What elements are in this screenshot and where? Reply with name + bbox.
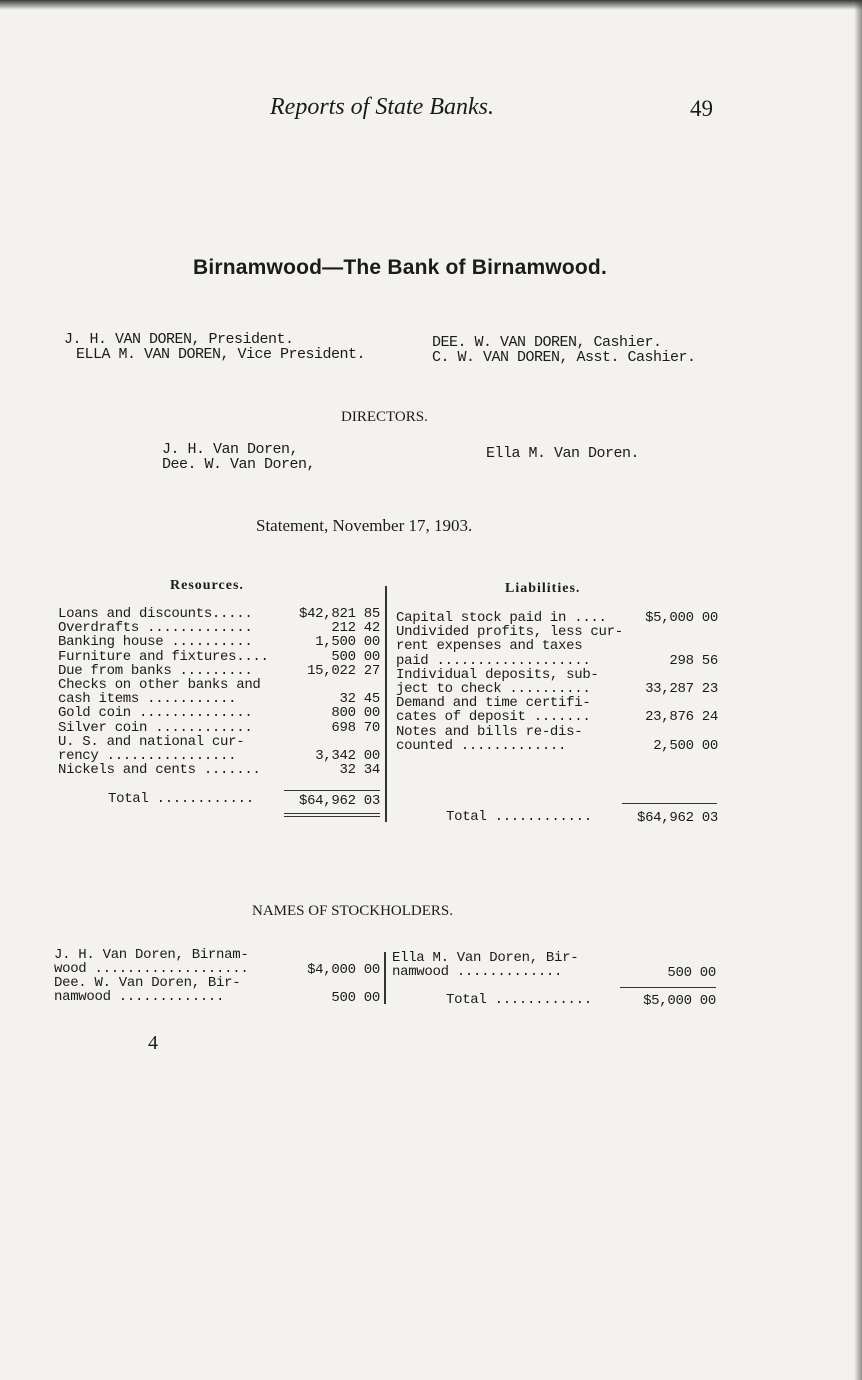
stockholder-name: Ella M. Van Doren, Bir- xyxy=(392,950,579,966)
table-row-amount: 800 00 xyxy=(331,705,380,722)
table-row-label: Nickels and cents ....... xyxy=(58,762,261,779)
table-row-label: Demand and time certifi- xyxy=(396,695,591,712)
directors-heading: DIRECTORS. xyxy=(341,409,428,425)
table-row-amount: 32 34 xyxy=(339,762,380,779)
resources-rule xyxy=(284,790,380,791)
liabilities-total-amount: $64,962 03 xyxy=(636,810,718,826)
stockholder-name-cont: wood ................... xyxy=(54,961,249,977)
table-row-label: Capital stock paid in .... xyxy=(396,610,607,626)
stockholder-name: Dee. W. Van Doren, Bir- xyxy=(54,975,241,991)
table-row-label: Undivided profits, less cur- xyxy=(396,624,623,641)
resources-double-rule xyxy=(284,813,380,814)
stockholder-name-cont: namwood ............. xyxy=(54,989,225,1005)
table-row-label: cash items ........... xyxy=(58,691,237,708)
stockholders-rule xyxy=(620,987,716,988)
column-divider xyxy=(385,586,387,822)
table-row-amount: 698 70 xyxy=(331,719,380,736)
table-row-label: Overdrafts ............. xyxy=(58,620,253,637)
stockholder-amount: $4,000 00 xyxy=(307,962,380,978)
stockholder-amount: 500 00 xyxy=(331,990,380,1006)
page-number: 49 xyxy=(690,96,713,121)
bank-title: Birnamwood—The Bank of Birnamwood. xyxy=(193,256,607,279)
table-row-label: Checks on other banks and xyxy=(58,677,261,693)
table-row-label: Notes and bills re-dis- xyxy=(396,723,583,740)
resources-double-rule xyxy=(284,816,380,817)
table-row-amount: 33,287 23 xyxy=(645,681,718,697)
table-row-label: U. S. and national cur- xyxy=(58,733,245,750)
resources-total-amount: $64,962 03 xyxy=(298,793,380,809)
table-row-amount: 298 56 xyxy=(669,652,718,669)
table-row-amount: 15,022 27 xyxy=(307,662,380,679)
table-row-label: Furniture and fixtures.... xyxy=(58,648,269,665)
table-row-amount: 23,876 24 xyxy=(645,709,718,726)
table-row-label: rent expenses and taxes xyxy=(396,638,583,655)
stockholders-total-label: Total ............ xyxy=(446,992,592,1008)
table-row-label: Individual deposits, sub- xyxy=(396,666,599,683)
table-row-amount: 32 45 xyxy=(339,691,380,708)
table-row-label: rency ................ xyxy=(58,748,237,764)
statement-heading: Statement, November 17, 1903. xyxy=(256,516,473,535)
resources-total-label: Total ............ xyxy=(108,791,254,807)
table-row-label: ject to check .......... xyxy=(396,681,591,697)
table-row-amount: 2,500 00 xyxy=(653,737,718,754)
stockholder-amount: 500 00 xyxy=(667,965,716,981)
table-row-amount: 500 00 xyxy=(331,648,380,665)
signature-mark: 4 xyxy=(148,1032,158,1054)
liabilities-heading: Liabilities. xyxy=(505,581,581,596)
table-row-amount: 3,342 00 xyxy=(315,748,380,764)
table-row-label: Loans and discounts..... xyxy=(58,606,253,622)
liabilities-rule xyxy=(622,803,717,804)
stockholder-name: J. H. Van Doren, Birnam- xyxy=(54,947,249,963)
page-right-edge xyxy=(854,0,862,1380)
director-name: Ella M. Van Doren. xyxy=(486,445,640,462)
table-row-label: Gold coin .............. xyxy=(58,705,253,722)
officer-asst-cashier: C. W. VAN DOREN, Asst. Cashier. xyxy=(432,349,696,366)
page-top-edge xyxy=(0,0,862,10)
stockholder-name-cont: namwood ............. xyxy=(392,964,563,980)
table-row-amount: $42,821 85 xyxy=(298,606,380,622)
table-row-label: Due from banks ......... xyxy=(58,662,253,679)
liabilities-total-label: Total ............ xyxy=(446,809,592,825)
running-header-title: Reports of State Banks. xyxy=(270,94,494,120)
table-row-label: counted ............. xyxy=(396,737,567,754)
officer-president: J. H. VAN DOREN, President. xyxy=(64,331,294,348)
table-row-label: Banking house .......... xyxy=(58,634,253,651)
stockholders-heading: NAMES OF STOCKHOLDERS. xyxy=(252,903,454,919)
stockholders-divider xyxy=(384,952,386,1004)
table-row-amount: 1,500 00 xyxy=(315,634,380,651)
table-row-amount: 212 42 xyxy=(331,620,380,637)
resources-heading: Resources. xyxy=(170,578,244,593)
table-row-label: paid ................... xyxy=(396,652,591,669)
table-row-label: Silver coin ............ xyxy=(58,719,253,736)
director-name: J. H. Van Doren, xyxy=(162,441,299,458)
officer-vice-president: ELLA M. VAN DOREN, Vice President. xyxy=(76,346,366,363)
director-name: Dee. W. Van Doren, xyxy=(162,456,316,473)
stockholders-total-amount: $5,000 00 xyxy=(643,993,716,1009)
officer-cashier: DEE. W. VAN DOREN, Cashier. xyxy=(432,334,662,351)
table-row-amount: $5,000 00 xyxy=(645,610,718,626)
table-row-label: cates of deposit ....... xyxy=(396,709,591,726)
